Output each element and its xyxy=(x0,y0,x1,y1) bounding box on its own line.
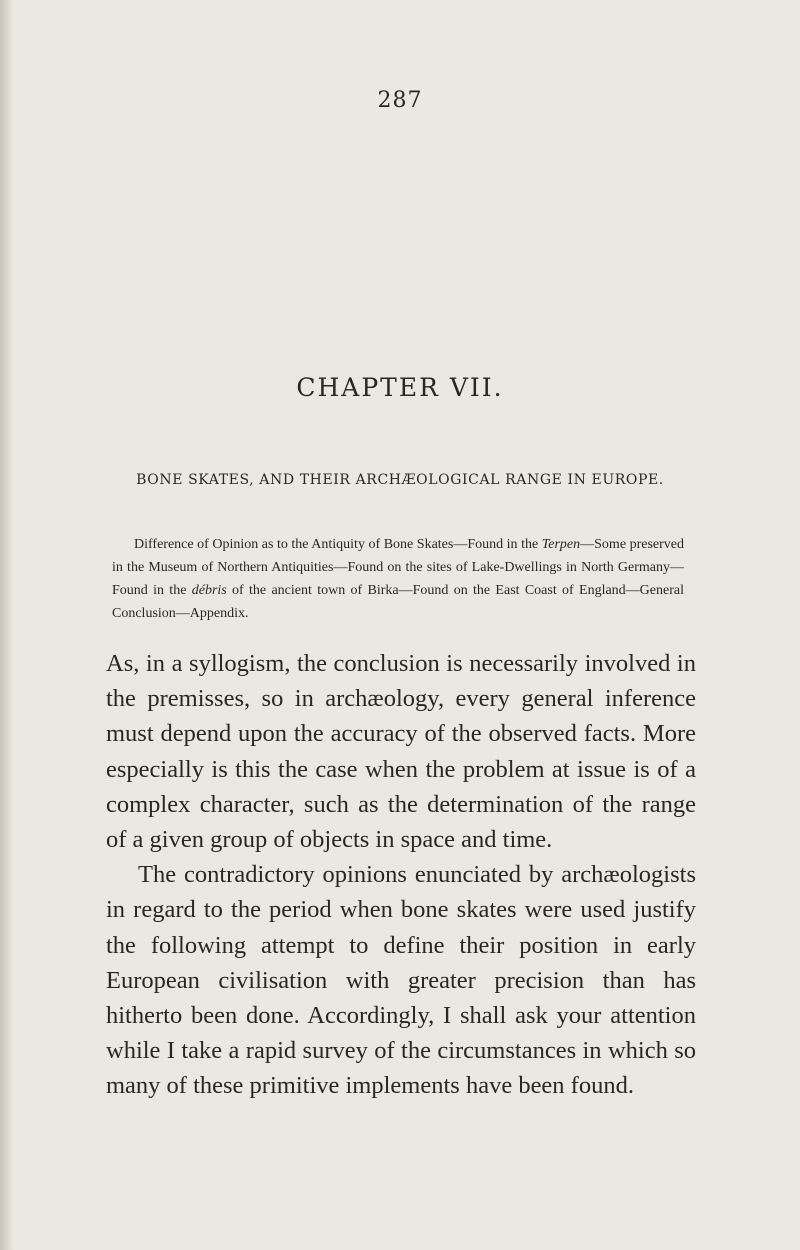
page-edge-shadow xyxy=(0,0,14,1250)
synopsis-text: Difference of Opinion as to the Antiquity of Bone Skates—Found in the xyxy=(134,537,542,552)
paragraph-1: As, in a syllogism, the conclusion is necessarily involved in the premisses, so in archæology, every general inference must depend upon the accuracy of the observed facts. More especially is this the case when the problem at issue is of a complex character, such as the determination of the range of a given group of objects in space and time. xyxy=(106,650,696,854)
chapter-synopsis xyxy=(112,533,684,625)
paragraph-2: The contradictory opinions enunciated by archæologists in regard to the period when bone skates were used justify the following attempt to define their position in early European civilisation with greater precision than has hitherto been done. Accordingly, I shall ask your attention while I take a rapid survey of the circumstances in which so many of these primitive implements have been found. xyxy=(106,861,696,1100)
body-text xyxy=(106,646,696,1104)
synopsis-italic-terpen: Terpen xyxy=(541,537,581,552)
page-number: 287 xyxy=(377,88,423,113)
synopsis-text: of the ancient town of Birka—Found on the East Coast of England—General Conclusion—Appendix. xyxy=(112,583,684,621)
synopsis-italic-debris: débris xyxy=(191,583,227,598)
synopsis-text: —Some preserved in the Museum of Northern Antiquities—Found on the sites of Lake-Dwellings in North Germany—Found in the xyxy=(112,537,684,598)
chapter-title: BONE SKATES, AND THEIR ARCHÆOLOGICAL RANGE IN EUROPE. xyxy=(136,472,664,488)
chapter-heading: CHAPTER VII. xyxy=(296,373,504,402)
